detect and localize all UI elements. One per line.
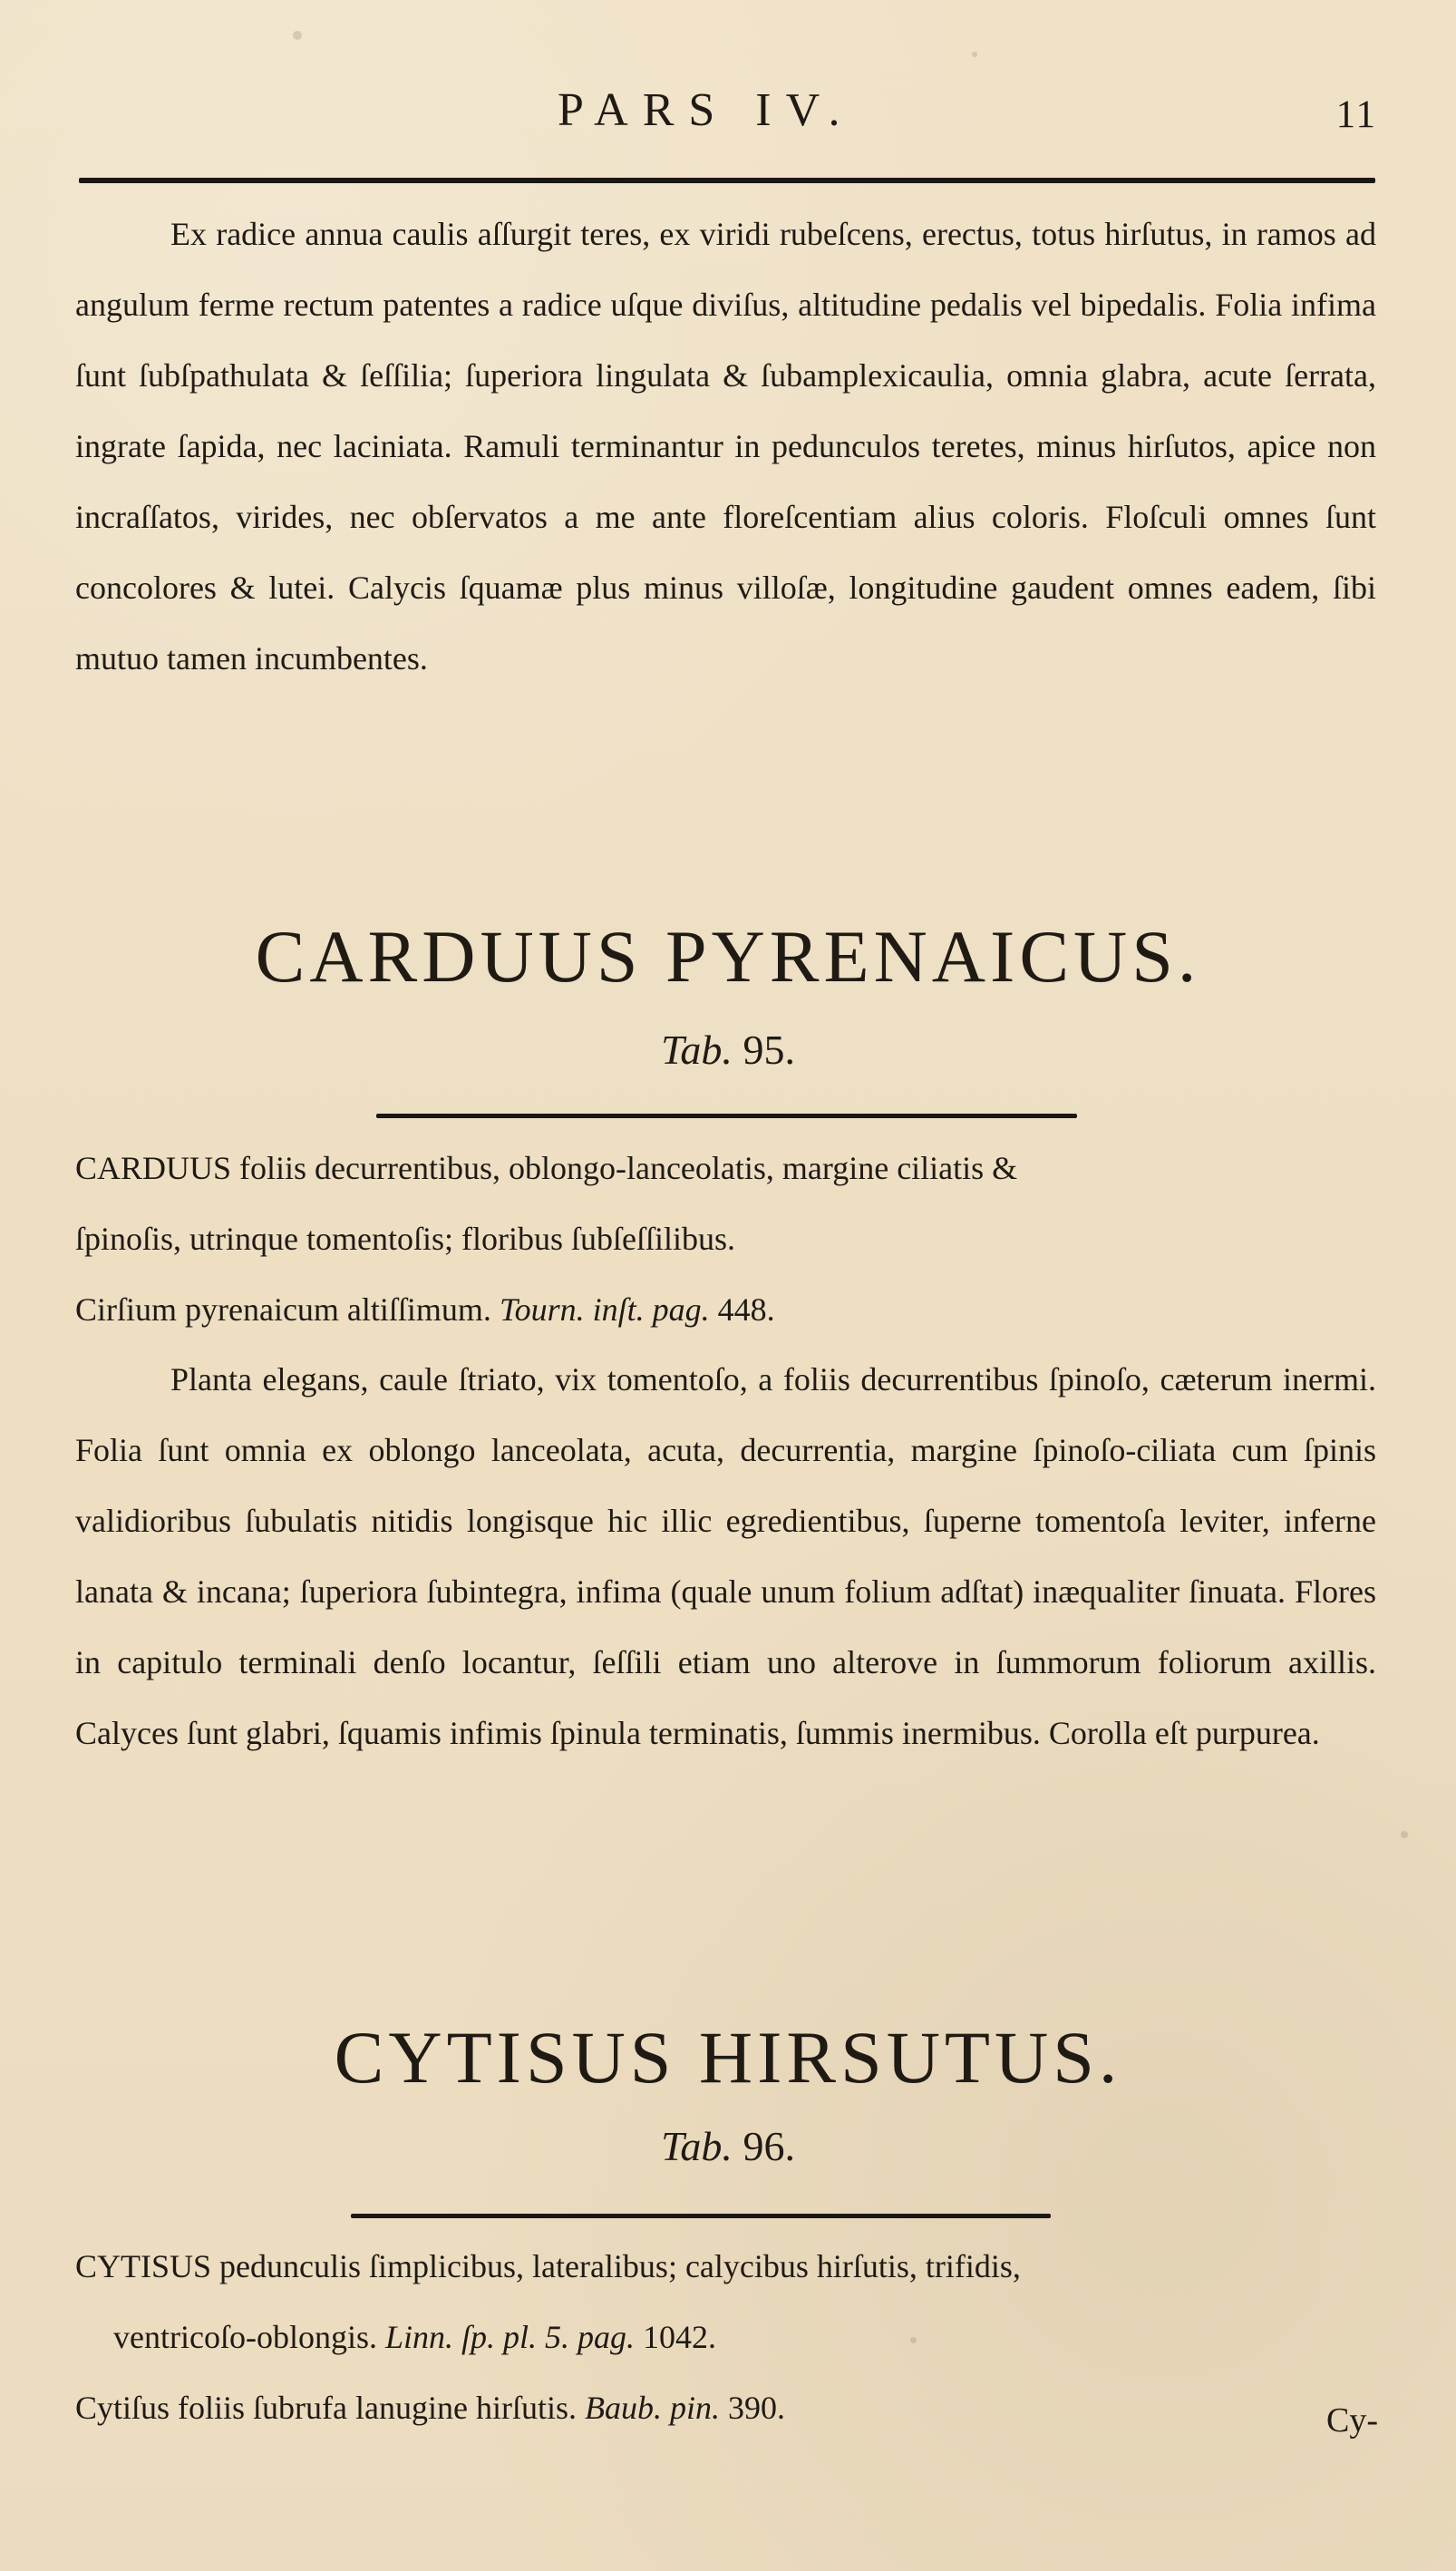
running-head xyxy=(0,83,1456,138)
cytisus-citation xyxy=(75,2372,1376,2443)
cytisus-description-line-2 xyxy=(75,2302,1376,2372)
running-title: PARS IV. xyxy=(558,84,855,136)
carduus-citation-page: 448. xyxy=(717,1291,775,1328)
cytisus-tab-reference xyxy=(0,2122,1456,2170)
page-number: 11 xyxy=(1335,93,1377,136)
cytisus-rule xyxy=(351,2214,1051,2218)
carduus-tab-reference xyxy=(0,1026,1456,1074)
cytisus-tab-number: 96. xyxy=(743,2123,795,2169)
cytisus-description-line-2-text: ventricoſo-oblongis. xyxy=(113,2319,377,2355)
carduus-citation-name: Cirſium pyrenaicum altiſſimum. xyxy=(75,1291,491,1328)
carduus-citation xyxy=(75,1274,1376,1345)
cytisus-description-line-2-source: Linn. ſp. pl. 5. pag. xyxy=(384,2319,635,2355)
paper-speck xyxy=(293,31,302,40)
carduus-citation-source: Tourn. inſt. pag. xyxy=(499,1291,710,1328)
carduus-tab-label: Tab. xyxy=(661,1027,733,1073)
carduus-paragraph: Planta elegans, caule ſtriato, vix tomentoſo, a foliis decurrentibus ſpinoſo, cæterum inermi. Folia ſunt omnia ex oblongo lanceolata, acuta, decurrentia, margine ſpinoſo-ciliata cum ſpinis validioribus ſubulatis nitidis longisque hic illic egredientibus, ſuperne tomentoſa leviter, inferne lanata & incana; ſuperiora ſubintegra, infima (quale unum folium adſtat) inæqualiter ſinuata. Flores in capitulo terminali denſo locantur, ſeſſili etiam uno alterove in ſummorum foliorum axillis. Calyces ſunt glabri, ſquamis infimis ſpinula terminatis, ſummis inermibus. Corolla eſt purpurea. xyxy=(75,1361,1376,1751)
carduus-description-line-1: CARDUUS foliis decurrentibus, oblongo-lanceolatis, margine ciliatis & xyxy=(75,1150,1018,1186)
intro-paragraph: Ex radice annua caulis aſſurgit teres, ex viridi rubeſcens, erectus, totus hirſutus, in ramos ad angulum ferme rectum patentes a radice uſque diviſus, altitudine pedalis vel bipedalis. Folia infima ſunt ſubſpathulata & ſeſſilia; ſuperiora lingulata & ſubamplexicaulia, omnia glabra, acute ſerrata, ingrate ſapida, nec laciniata. Ramuli terminantur in pedunculos teretes, minus hirſutos, apice non incraſſatos, virides, nec obſervatos a me ante floreſcentiam alius coloris. Floſculi omnes ſunt concolores & lutei. Calycis ſquamæ plus minus villoſæ, longitudine gaudent omnes eadem, ſibi mutuo tamen incumbentes. xyxy=(75,216,1376,677)
carduus-description xyxy=(75,1133,1376,1345)
carduus-tab-number: 95. xyxy=(743,1027,795,1073)
paper-speck xyxy=(1401,1831,1408,1838)
cytisus-tab-label: Tab. xyxy=(661,2123,733,2169)
cytisus-description-line-1: CYTISUS pedunculis ſimplicibus, lateralibus; calycibus hirſutis, trifidis, xyxy=(75,2248,1021,2284)
cytisus-title: CYTISUS HIRSUTUS. xyxy=(334,2016,1122,2099)
header-rule xyxy=(79,178,1375,183)
carduus-description-line-2: ſpinoſis, utrinque tomentoſis; floribus ſubſeſſilibus. xyxy=(75,1221,735,1257)
cytisus-citation-page: 390. xyxy=(727,2390,785,2426)
cytisus-citation-name: Cytiſus foliis ſubrufa lanugine hirſutis. xyxy=(75,2390,577,2426)
paper-speck xyxy=(910,2337,917,2343)
paper-speck xyxy=(972,52,977,57)
cytisus-description xyxy=(75,2231,1376,2443)
cytisus-citation-source: Baub. pin. xyxy=(584,2390,720,2426)
carduus-rule xyxy=(376,1114,1077,1118)
carduus-title: CARDUUS PYRENAICUS. xyxy=(255,915,1201,998)
catchword: Cy- xyxy=(1326,2401,1378,2440)
cytisus-description-line-2-page: 1042. xyxy=(642,2319,716,2355)
